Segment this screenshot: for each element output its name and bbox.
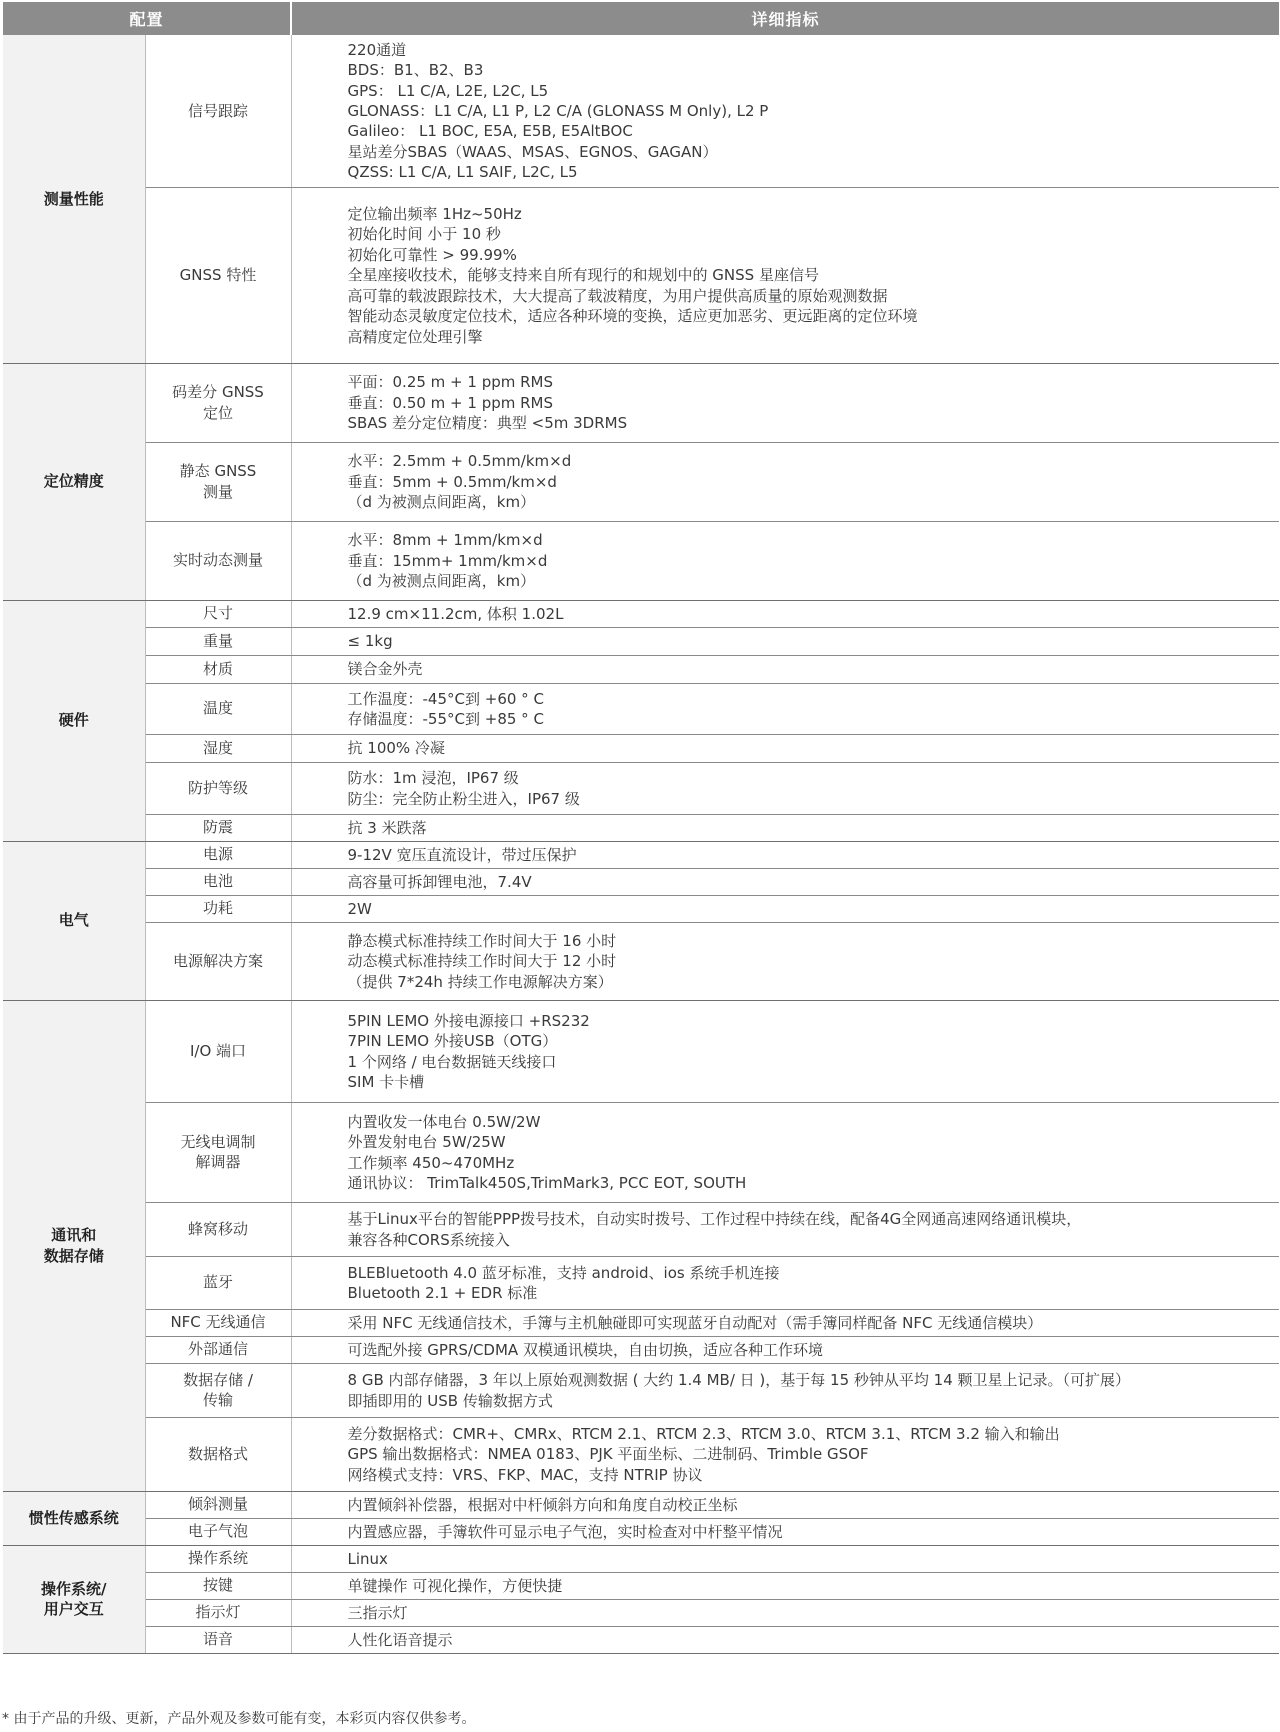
row-detail: 差分数据格式：CMR+、CMRx、RTCM 2.1、RTCM 2.3、RTCM 3.0、RTCM 3.1、RTCM 3.2 输入和输出 GPS 输出数据格式：NMEA 0183、PJK 平面坐标、二进制码、Trimble GSOF 网络模式支持：VRS、FKP、MAC，支持 NTRIP 协议 (291, 1417, 1279, 1491)
table-row (3, 762, 1279, 814)
table-row (3, 1518, 1279, 1545)
row-label: 湿度 (145, 734, 291, 762)
spec-table (3, 2, 1279, 1654)
row-detail: ≤ 1kg (291, 627, 1279, 655)
row-label: 指示灯 (145, 1599, 291, 1626)
table-row (3, 600, 1279, 627)
row-detail: 抗 3 米跌落 (291, 814, 1279, 841)
row-detail: 人性化语音提示 (291, 1626, 1279, 1653)
table-row (3, 627, 1279, 655)
row-label: 实时动态测量 (145, 521, 291, 600)
table-row (3, 655, 1279, 683)
table-row (3, 895, 1279, 922)
table-row (3, 922, 1279, 1000)
row-label: 信号跟踪 (145, 35, 291, 187)
table-row (3, 1202, 1279, 1256)
row-label: 外部通信 (145, 1336, 291, 1363)
row-label: 码差分 GNSS 定位 (145, 363, 291, 442)
table-row (3, 1491, 1279, 1518)
table-row (3, 363, 1279, 442)
row-detail: 可选配外接 GPRS/CDMA 双模通讯模块，自由切换，适应各种工作环境 (291, 1336, 1279, 1363)
row-detail: 采用 NFC 无线通信技术，手簿与主机触碰即可实现蓝牙自动配对（需手簿同样配备 NFC 无线通信模块） (291, 1309, 1279, 1336)
row-detail: 平面：0.25 m + 1 ppm RMS 垂直：0.50 m + 1 ppm RMS SBAS 差分定位精度：典型 <5m 3DRMS (291, 363, 1279, 442)
row-label: 语音 (145, 1626, 291, 1653)
row-detail: 静态模式标准持续工作时间大于 16 小时 动态模式标准持续工作时间大于 12 小时 （提供 7*24h 持续工作电源解决方案） (291, 922, 1279, 1000)
row-label: 防护等级 (145, 762, 291, 814)
group-accuracy: 定位精度 (3, 363, 145, 600)
row-detail: 5PIN LEMO 外接电源接口 +RS232 7PIN LEMO 外接USB（OTG） 1 个网络 / 电台数据链天线接口 SIM 卡卡槽 (291, 1000, 1279, 1102)
table-row (3, 1256, 1279, 1309)
row-label: GNSS 特性 (145, 187, 291, 363)
row-detail: 镁合金外壳 (291, 655, 1279, 683)
row-detail: 工作温度：-45°C到 +60 ° C 存储温度：-55°C到 +85 ° C (291, 683, 1279, 734)
row-detail: BLEBluetooth 4.0 蓝牙标准，支持 android、ios 系统手机连接 Bluetooth 2.1 + EDR 标准 (291, 1256, 1279, 1309)
row-label: 温度 (145, 683, 291, 734)
table-row (3, 841, 1279, 868)
row-detail: 内置收发一体电台 0.5W/2W 外置发射电台 5W/25W 工作频率 450~470MHz 通讯协议： TrimTalk450S,TrimMark3, PCC EOT, SOUTH (291, 1102, 1279, 1202)
table-row (3, 1000, 1279, 1102)
table-row (3, 1309, 1279, 1336)
table-row (3, 1417, 1279, 1491)
row-label: NFC 无线通信 (145, 1309, 291, 1336)
table-row (3, 442, 1279, 521)
row-detail: 220通道 BDS：B1、B2、B3 GPS： L1 C/A, L2E, L2C, L5 GLONASS：L1 C/A, L1 P, L2 C/A (GLONASS M Only), L2 P Galileo： L1 BOC, E5A, E5B, E5AltBOC 星站差分SBAS（WAAS、MSAS、EGNOS、GAGAN） QZSS: L1 C/A, L1 SAIF, L2C, L5 (291, 35, 1279, 187)
row-label: 操作系统 (145, 1545, 291, 1572)
row-detail: 水平：8mm + 1mm/km×d 垂直：15mm+ 1mm/km×d （d 为被测点间距离，km） (291, 521, 1279, 600)
row-label: 数据格式 (145, 1417, 291, 1491)
row-label: 尺寸 (145, 600, 291, 627)
row-detail: 内置感应器，手簿软件可显示电子气泡，实时检查对中杆整平情况 (291, 1518, 1279, 1545)
row-label: 功耗 (145, 895, 291, 922)
table-row (3, 1599, 1279, 1626)
row-detail: 8 GB 内部存储器，3 年以上原始观测数据 ( 大约 1.4 MB/ 日 )，基于每 15 秒钟从平均 14 颗卫星上记录。（可扩展） 即插即用的 USB 传输数据方式 (291, 1363, 1279, 1417)
table-row (3, 683, 1279, 734)
row-detail: 12.9 cm×11.2cm, 体积 1.02L (291, 600, 1279, 627)
group-inertial: 惯性传感系统 (3, 1491, 145, 1545)
table-row (3, 521, 1279, 600)
row-detail: 高容量可拆卸锂电池，7.4V (291, 868, 1279, 895)
table-row (3, 734, 1279, 762)
row-label: 电池 (145, 868, 291, 895)
row-detail: Linux (291, 1545, 1279, 1572)
row-detail: 内置倾斜补偿器，根据对中杆倾斜方向和角度自动校正坐标 (291, 1491, 1279, 1518)
table-row (3, 1572, 1279, 1599)
row-label: 防震 (145, 814, 291, 841)
table-row (3, 1626, 1279, 1653)
row-label: 重量 (145, 627, 291, 655)
header-config: 配置 (3, 2, 291, 35)
table-row (3, 1363, 1279, 1417)
group-communication: 通讯和 数据存储 (3, 1000, 145, 1491)
row-label: 蓝牙 (145, 1256, 291, 1309)
table-row (3, 868, 1279, 895)
row-label: 数据存储 / 传输 (145, 1363, 291, 1417)
row-label: 无线电调制 解调器 (145, 1102, 291, 1202)
row-label: 电源解决方案 (145, 922, 291, 1000)
table-row (3, 1102, 1279, 1202)
row-detail: 抗 100% 冷凝 (291, 734, 1279, 762)
table-row (3, 1336, 1279, 1363)
row-detail: 定位输出频率 1Hz~50Hz 初始化时间 小于 10 秒 初始化可靠性 > 99.99% 全星座接收技术，能够支持来自所有现行的和规划中的 GNSS 星座信号 高可靠的载波跟踪技术，大大提高了载波精度，为用户提供高质量的原始观测数据 智能动态灵敏度定位技术，适应各种环境的变换，适应更加恶劣、更远距离的定位环境 高精度定位处理引擎 (291, 187, 1279, 363)
row-label: 电子气泡 (145, 1518, 291, 1545)
group-electrical: 电气 (3, 841, 145, 1000)
group-os: 操作系统/ 用户交互 (3, 1545, 145, 1653)
table-row (3, 187, 1279, 363)
row-detail: 防水：1m 浸泡，IP67 级 防尘：完全防止粉尘进入，IP67 级 (291, 762, 1279, 814)
row-detail: 基于Linux平台的智能PPP拨号技术，自动实时拨号、工作过程中持续在线，配备4G全网通高速网络通讯模块， 兼容各种CORS系统接入 (291, 1202, 1279, 1256)
row-label: 按键 (145, 1572, 291, 1599)
table-row (3, 1545, 1279, 1572)
group-measurement: 测量性能 (3, 35, 145, 363)
row-label: 材质 (145, 655, 291, 683)
row-detail: 9-12V 宽压直流设计，带过压保护 (291, 841, 1279, 868)
row-detail: 2W (291, 895, 1279, 922)
table-row (3, 35, 1279, 187)
group-hardware: 硬件 (3, 600, 145, 841)
row-detail: 三指示灯 (291, 1599, 1279, 1626)
table-header (3, 2, 1279, 35)
row-detail: 单键操作 可视化操作，方便快捷 (291, 1572, 1279, 1599)
table-row (3, 814, 1279, 841)
row-label: 倾斜测量 (145, 1491, 291, 1518)
footnote: * 由于产品的升级、更新，产品外观及参数可能有变，本彩页内容仅供参考。 (2, 1711, 476, 1727)
row-label: 蜂窝移动 (145, 1202, 291, 1256)
row-label: 电源 (145, 841, 291, 868)
row-label: 静态 GNSS 测量 (145, 442, 291, 521)
row-label: I/O 端口 (145, 1000, 291, 1102)
row-detail: 水平：2.5mm + 0.5mm/km×d 垂直：5mm + 0.5mm/km×d （d 为被测点间距离，km） (291, 442, 1279, 521)
header-details: 详细指标 (291, 2, 1279, 35)
